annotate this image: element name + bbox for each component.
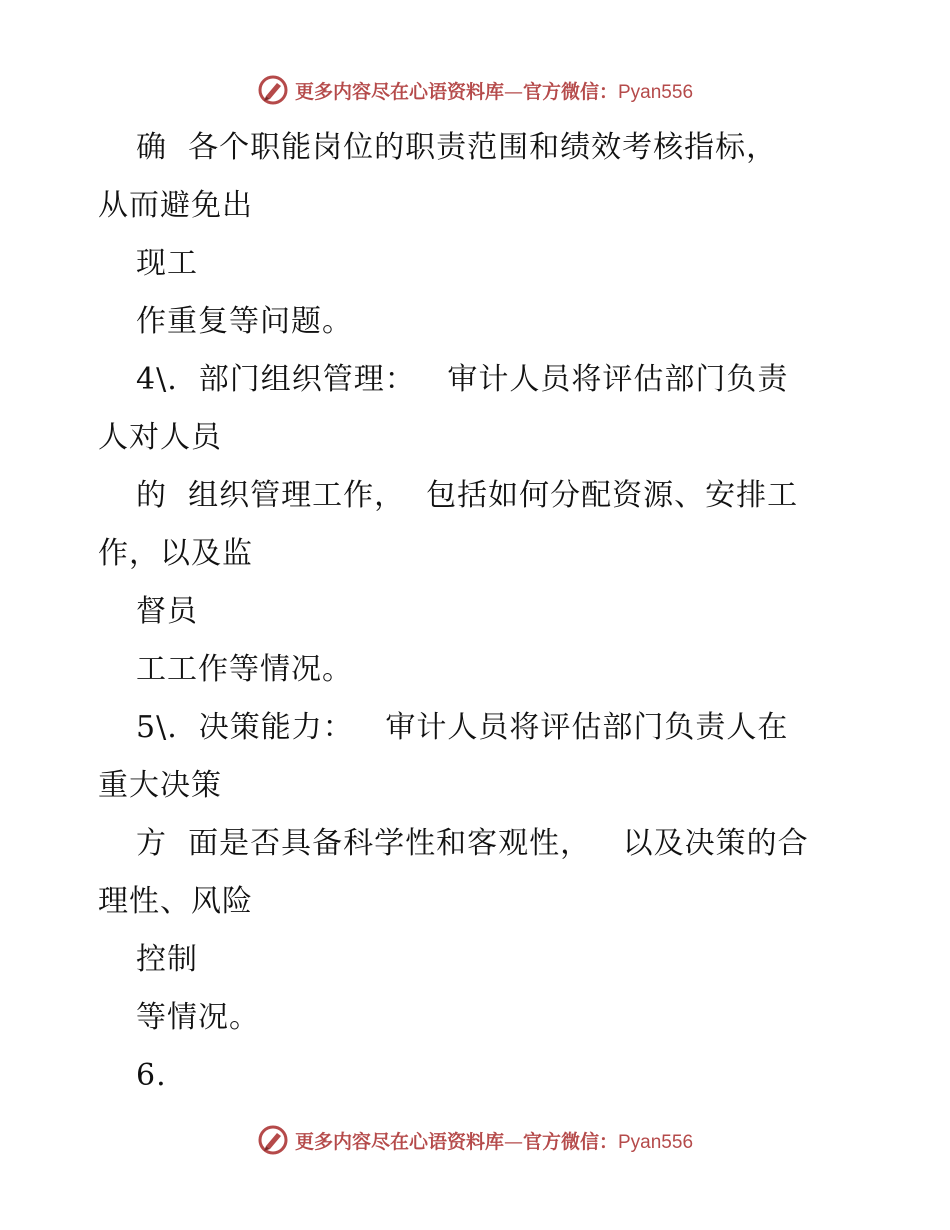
- footer-banner-id: Pyan556: [618, 1131, 694, 1153]
- header-banner-wechat: 官方微信：: [522, 80, 618, 103]
- footer-banner-main: 更多内容尽在心语资料库: [294, 1130, 504, 1153]
- body-line: 作，以及监: [98, 536, 253, 571]
- footer-banner-text: [295, 1127, 693, 1154]
- body-line: 控制: [136, 942, 198, 977]
- body-line: 从而避免出: [98, 188, 253, 223]
- body-line: 人对人员: [98, 420, 222, 455]
- header-banner-id: Pyan556: [618, 81, 694, 103]
- body-line: 方 面是否具备科学性和客观性， 以及决策的合: [136, 826, 809, 861]
- body-line: 确 各个职能岗位的职责范围和绩效考核指标，: [136, 130, 778, 165]
- body-line: 工工作等情况。: [136, 652, 353, 687]
- footer-banner-inner: [257, 1124, 693, 1156]
- pen-seal-icon: [257, 1124, 289, 1156]
- footer-banner-dash: —: [503, 1130, 523, 1153]
- body-line: 理性、风险: [98, 884, 253, 919]
- body-line: 等情况。: [136, 1000, 260, 1035]
- body-line: 4\. 部门组织管理： 审计人员将评估部门负责: [136, 362, 789, 397]
- header-banner-inner: [257, 74, 693, 106]
- body-line: 作重复等问题。: [136, 304, 353, 339]
- header-banner: [0, 70, 950, 110]
- header-banner-text: [295, 77, 693, 104]
- body-line: 5\. 决策能力： 审计人员将评估部门负责人在: [136, 710, 789, 745]
- footer-banner-wechat: 官方微信：: [522, 1130, 618, 1153]
- body-line: 重大决策: [98, 768, 222, 803]
- pen-seal-icon: [257, 74, 289, 106]
- body-line: 现工: [136, 246, 198, 281]
- header-banner-main: 更多内容尽在心语资料库: [294, 80, 504, 103]
- body-line: 的 组织管理工作， 包括如何分配资源、安排工: [136, 478, 799, 513]
- footer-banner: [0, 1120, 950, 1160]
- body-line: 6.: [136, 1058, 167, 1093]
- header-banner-dash: —: [503, 80, 523, 103]
- body-line: 督员: [136, 594, 198, 629]
